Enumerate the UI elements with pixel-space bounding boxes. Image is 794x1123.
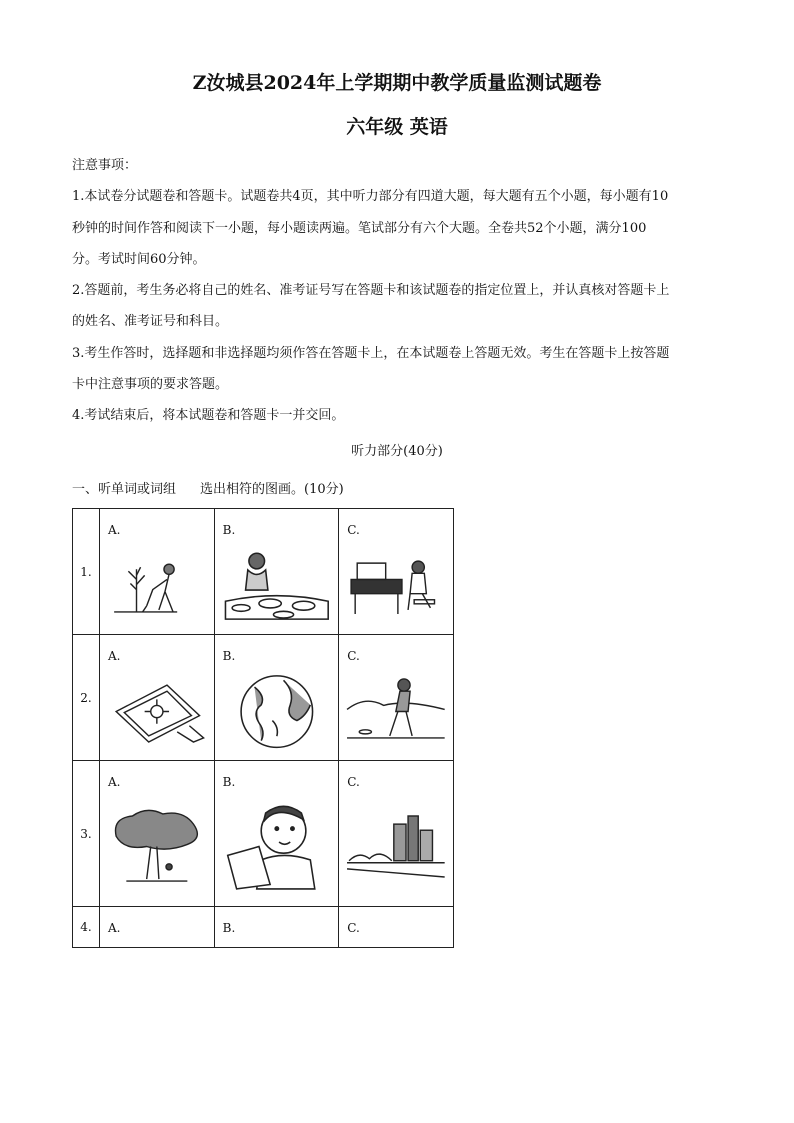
option-letter: C. bbox=[347, 523, 360, 537]
option-letter: B. bbox=[222, 775, 236, 789]
drawing-flower-picture bbox=[106, 667, 208, 754]
question-number: 4. bbox=[73, 907, 100, 948]
option-cell bbox=[339, 907, 454, 948]
notes-line: 2.答题前，考生务必将自己的姓名、准考证号写在答题卡和该试题卷的指定位置上，并认真核对答题卡上 bbox=[72, 283, 670, 299]
table-row bbox=[73, 509, 454, 635]
listening-section-title: 听力部分(40分) bbox=[351, 444, 443, 459]
notes-line: 4.考试结束后，将本试题卷和答题卡一并交回。 bbox=[72, 408, 345, 424]
option-cell bbox=[99, 509, 214, 635]
option-letter: A. bbox=[107, 921, 121, 935]
option-letter: A. bbox=[107, 523, 121, 537]
boy-walking-picture bbox=[345, 667, 447, 754]
notes-line: 1.本试卷分试题卷和答题卡。试题卷共4页，其中听力部分有四道大题，每大题有五个小题，每小题有10 bbox=[72, 189, 669, 205]
exam-subtitle: 六年级 英语 bbox=[346, 116, 448, 138]
notes-heading: 注意事项： bbox=[72, 158, 138, 173]
option-letter: A. bbox=[107, 649, 121, 663]
notes-line: 分。考试时间60分钟。 bbox=[72, 251, 206, 267]
part1-heading bbox=[72, 478, 344, 497]
exam-title: Z汝城县2024年上学期期中教学质量监测试题卷 bbox=[192, 72, 602, 94]
table-row bbox=[73, 907, 454, 948]
option-letter: B. bbox=[222, 649, 236, 663]
option-cell bbox=[214, 509, 339, 635]
option-letter: B. bbox=[222, 921, 236, 935]
part1-heading-b: 选出相符的图画。(10分) bbox=[200, 482, 344, 497]
notes-line: 的姓名、准考证号和科目。 bbox=[72, 314, 229, 330]
question-number: 1. bbox=[73, 509, 100, 635]
city-picture bbox=[345, 793, 447, 900]
option-cell bbox=[339, 509, 454, 635]
option-cell bbox=[214, 635, 339, 761]
boy-eating-picture bbox=[221, 541, 333, 628]
boy-reading-picture bbox=[221, 793, 333, 900]
option-cell bbox=[214, 907, 339, 948]
table-row bbox=[73, 635, 454, 761]
question-table bbox=[72, 508, 454, 948]
globe-picture bbox=[221, 667, 333, 754]
question-number: 3. bbox=[73, 761, 100, 907]
table-row bbox=[73, 761, 454, 907]
option-cell bbox=[339, 635, 454, 761]
option-cell bbox=[99, 761, 214, 907]
girl-piano-picture bbox=[345, 541, 447, 628]
notes-line: 秒钟的时间作答和阅读下一小题，每小题读两遍。笔试部分有六个大题。全卷共52个小题，满分100 bbox=[72, 220, 647, 236]
option-letter: C. bbox=[347, 649, 360, 663]
option-letter: C. bbox=[347, 775, 360, 789]
planting-tree-picture bbox=[106, 541, 208, 628]
part1-heading-a: 一、听单词或词组 bbox=[72, 482, 177, 497]
option-cell bbox=[214, 761, 339, 907]
option-cell bbox=[99, 635, 214, 761]
option-letter: A. bbox=[107, 775, 121, 789]
option-letter: B. bbox=[222, 523, 236, 537]
option-cell bbox=[99, 907, 214, 948]
tree-picture bbox=[106, 793, 208, 900]
notes-line: 卡中注意事项的要求答题。 bbox=[72, 377, 229, 393]
option-letter: C. bbox=[347, 921, 360, 935]
question-number: 2. bbox=[73, 635, 100, 761]
option-cell bbox=[339, 761, 454, 907]
notes-line: 3.考生作答时，选择题和非选择题均须作答在答题卡上，在本试题卷上答题无效。考生在答题卡上按答题 bbox=[72, 345, 670, 361]
notes-block bbox=[72, 150, 722, 432]
